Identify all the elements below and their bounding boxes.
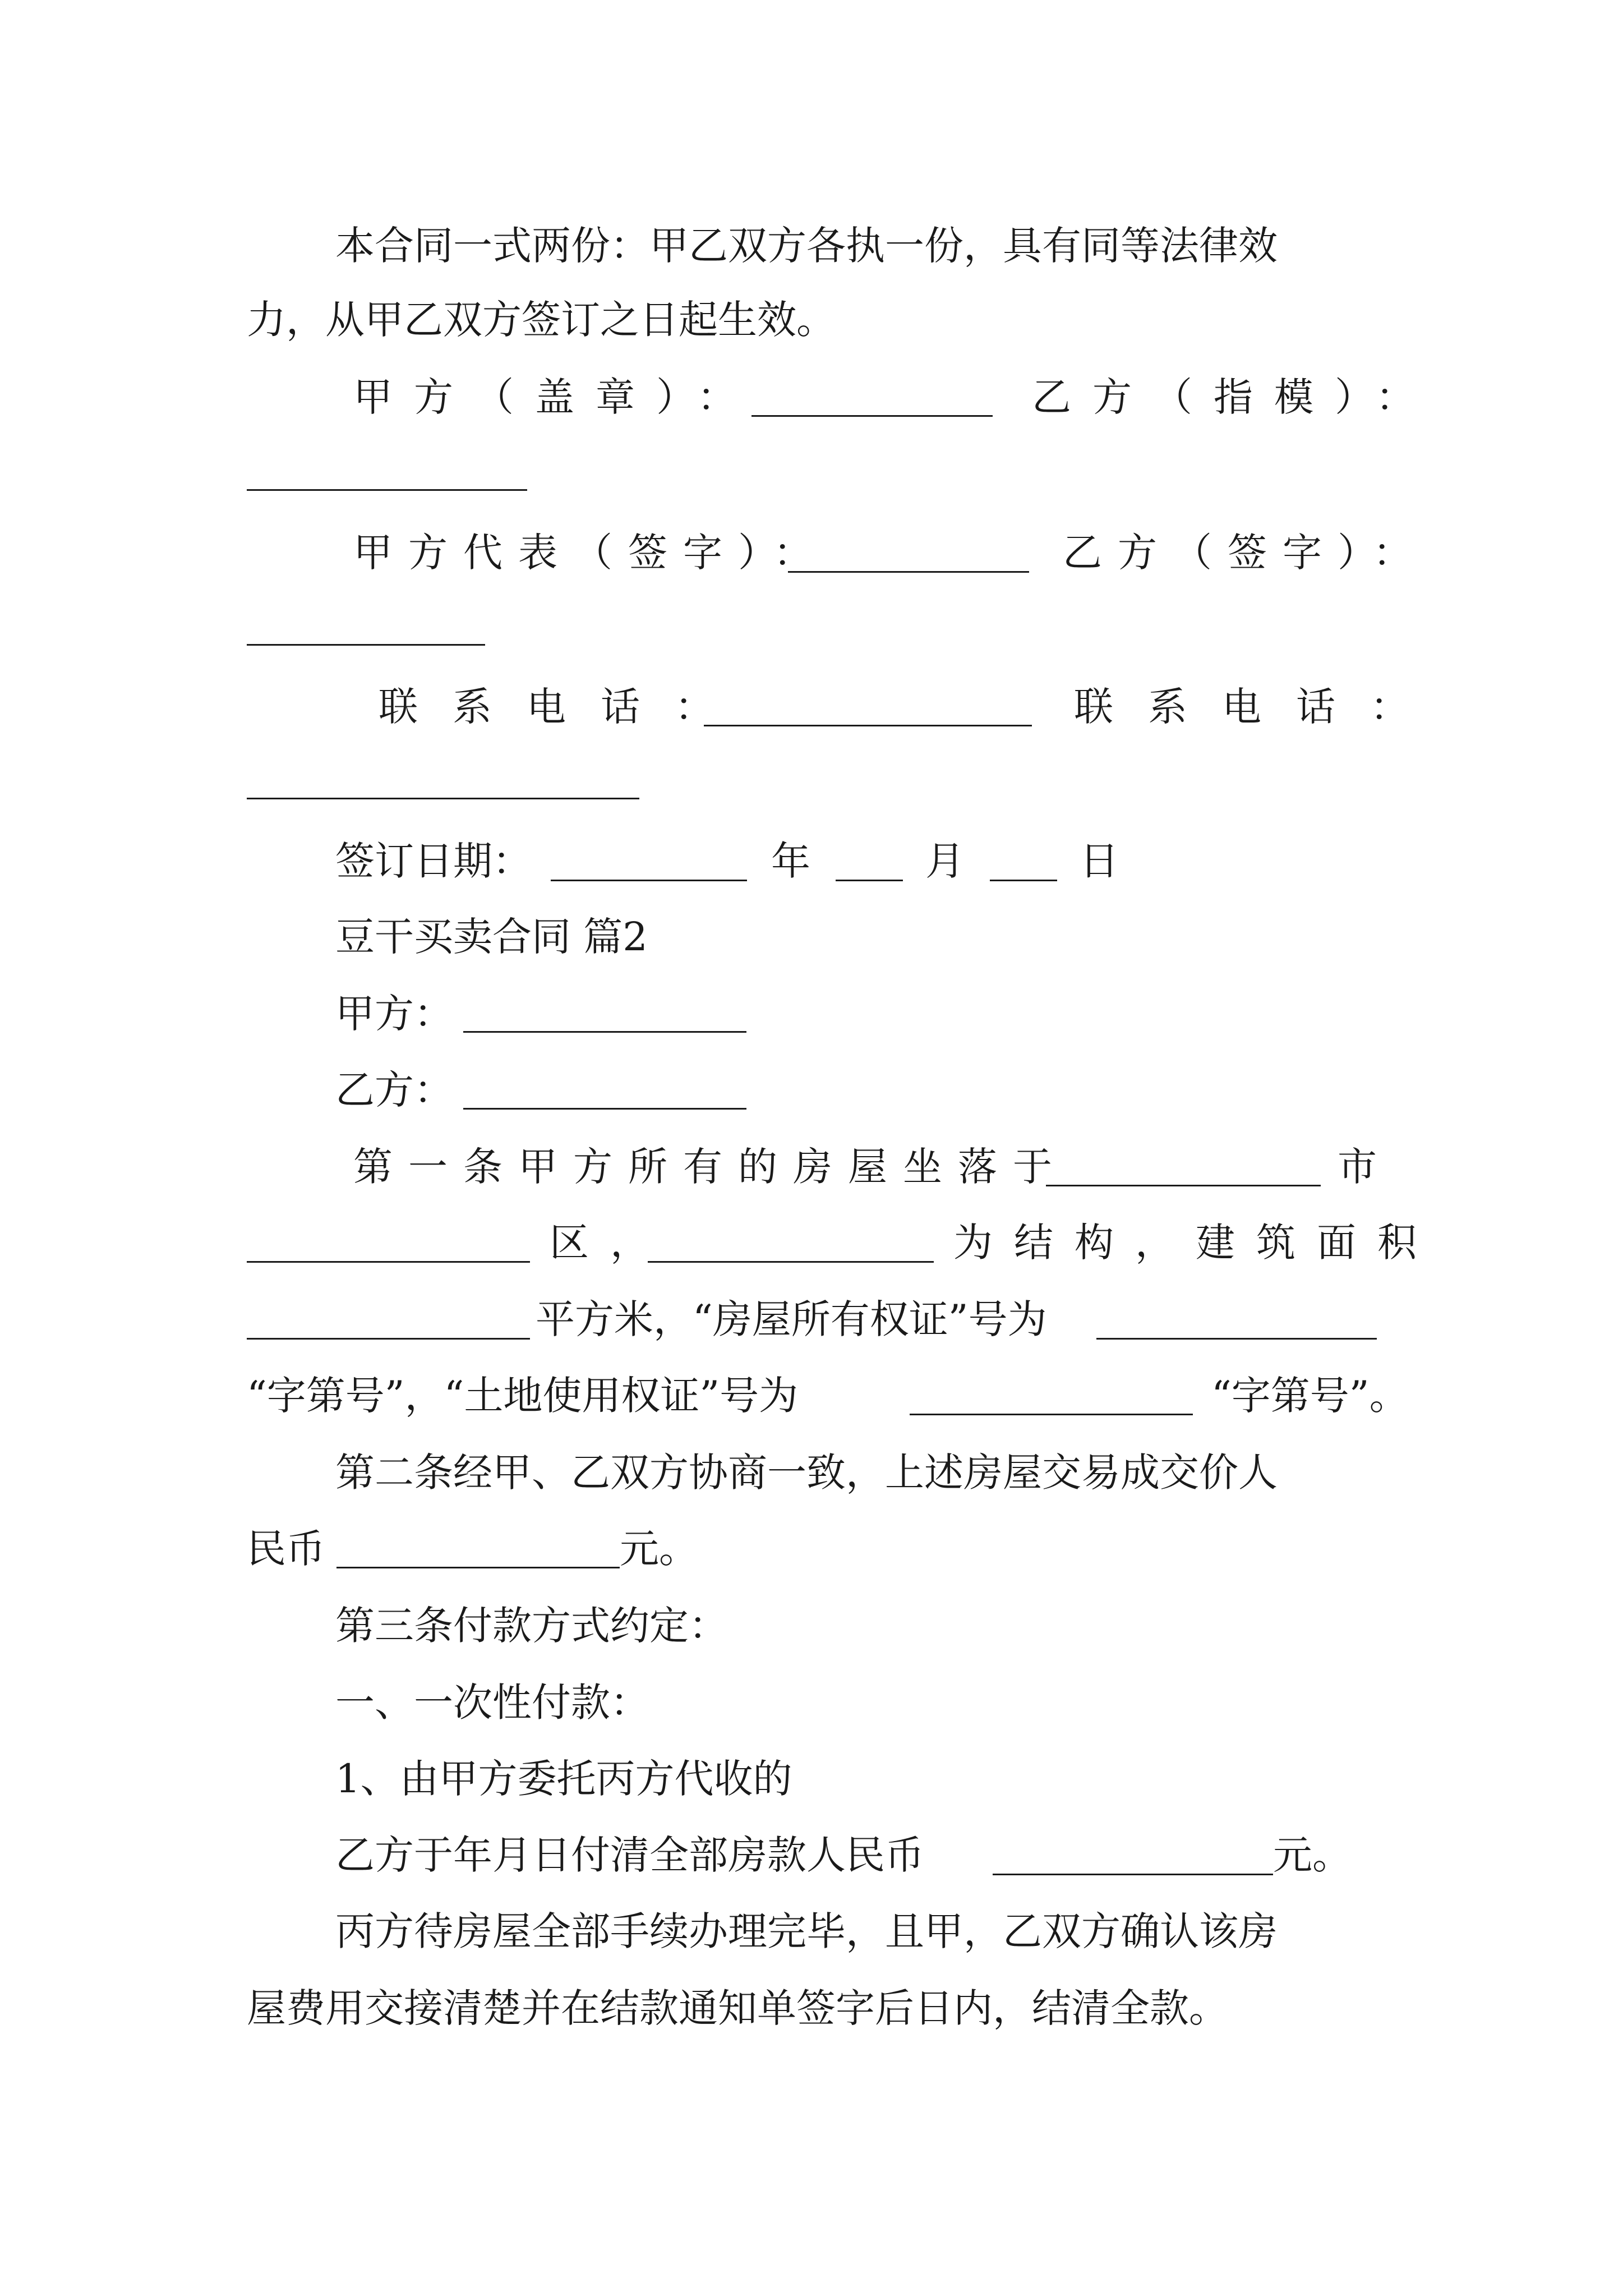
article-1-text: 第一条甲方所有的房屋坐落于 [353,1144,1068,1190]
closing-paragraph-line: 力，从甲乙双方签订之日起生效。 [247,297,836,343]
sign-date-month: 月 [925,838,965,884]
article-1-area: 平方米，“房屋所有权证”号为 [536,1296,1047,1342]
article-1-land-cert-blank[interactable] [910,1414,1193,1415]
party-b-phone-label: 联系电话： [1074,684,1444,730]
party-b-blank[interactable] [463,1108,746,1110]
contract-heading: 豆干买卖合同 篇2 [335,914,648,960]
payment-amount-blank[interactable] [993,1874,1273,1875]
article-1-cert-suffix: “字第号”。 [1211,1373,1409,1419]
party-a-seal-blank[interactable] [751,415,993,417]
sign-date-year: 年 [771,838,810,884]
article-1-district-blank[interactable] [247,1261,530,1263]
party-a-seal-label: 甲方（盖章）： [353,374,758,420]
article-1-cert-text: “字第号”，“土地使用权证”号为 [247,1373,799,1419]
article-1-city: 市 [1338,1144,1377,1190]
final-paragraph-line: 屋费用交接清楚并在结款通知单签字后日内，结清全款。 [247,1985,1228,2031]
payment-line: 乙方于年月日付清全部房款人民币 [335,1832,924,1878]
payment-line: 元。 [1273,1832,1352,1878]
party-b-fingerprint-blank[interactable] [247,489,527,491]
article-1-city-blank[interactable] [1046,1185,1321,1186]
article-2-line: 元。 [620,1526,698,1572]
party-b-phone-blank[interactable] [247,798,639,799]
party-b-sign-label: 乙方（签字）： [1063,530,1428,576]
article-1-ownership-cert-blank[interactable] [1096,1338,1377,1340]
party-b-sign-blank[interactable] [247,644,485,646]
party-a-rep-blank[interactable] [788,571,1029,573]
article-1-area-blank[interactable] [247,1338,530,1340]
article-1-district: 区， [550,1220,671,1266]
party-a-phone-blank[interactable] [704,725,1032,726]
party-a-phone-label: 联系电话： [379,684,749,730]
article-2-price-blank[interactable] [336,1567,620,1568]
sign-date-year-blank[interactable] [551,880,747,881]
party-a-rep-label: 甲方代表（签字）： [353,530,828,576]
article-1-structure-blank[interactable] [648,1261,934,1263]
party-a-blank[interactable] [463,1031,746,1033]
party-a-label: 甲方： [335,991,453,1037]
sign-date-day-blank[interactable] [990,880,1057,881]
final-paragraph-line: 丙方待房屋全部手续办理完毕，且甲，乙双方确认该房 [335,1908,1278,1954]
one-time-payment-heading: 一、一次性付款： [335,1680,649,1726]
item-1-text: 1、由甲方委托丙方代收的 [335,1756,792,1802]
article-3-heading: 第三条付款方式约定： [335,1603,728,1649]
sign-date-label: 签订日期： [335,838,532,884]
article-1-structure: 为结构，建筑面积 [953,1220,1438,1266]
party-b-fingerprint-label: 乙方（指模）： [1032,374,1436,420]
party-b-label: 乙方： [335,1067,453,1113]
sign-date-month-blank[interactable] [836,880,903,881]
article-2-line: 民币 [247,1526,325,1572]
article-2-line: 第二条经甲、乙双方协商一致，上述房屋交易成交价人 [335,1450,1278,1496]
sign-date-day: 日 [1080,838,1119,884]
closing-paragraph-line: 本合同一式两份：甲乙双方各执一份，具有同等法律效 [335,223,1278,269]
